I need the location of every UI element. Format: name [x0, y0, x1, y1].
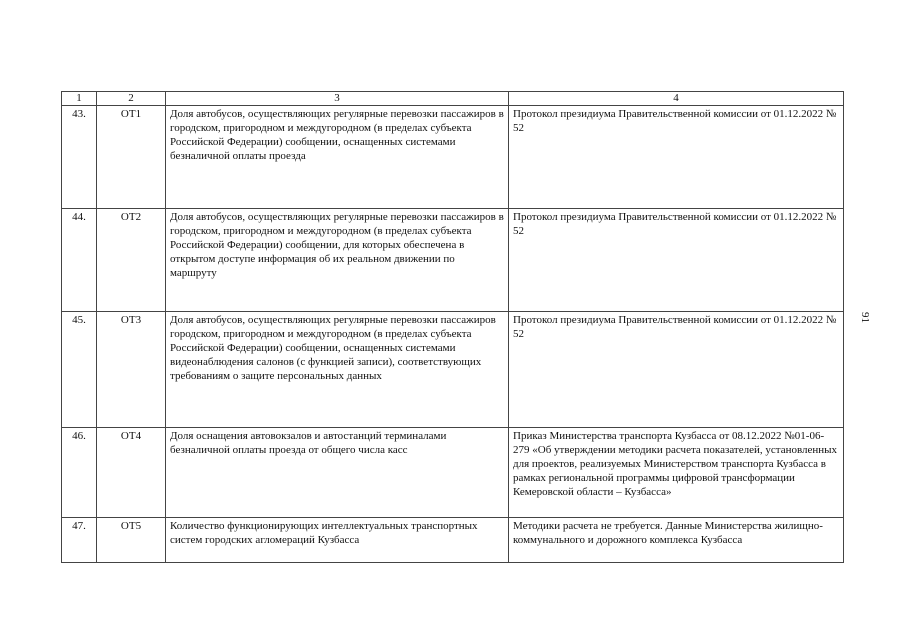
indicator-code: ОТ3	[97, 312, 166, 428]
row-number: 45.	[62, 312, 97, 428]
indicator-code: ОТ4	[97, 428, 166, 518]
indicator-description: Доля автобусов, осуществляющих регулярные перевозки пассажиров в городском, пригородном и междугородном (в пределах субъекта Российской Федерации) сообщении, оснащенных системами безналичной оплаты проезда	[166, 106, 509, 209]
indicator-source: Приказ Министерства транспорта Кузбасса от 08.12.2022 №01-06-279 «Об утверждении методики расчета показателей, установленных для проектов, реализуемых Министерством транспорта Кузбасса в рамках региональной программы цифровой трансформации Кемеровской области – Кузбасса»	[509, 428, 844, 518]
indicator-source: Протокол президиума Правительственной комиссии от 01.12.2022 № 52	[509, 209, 844, 312]
table-row	[62, 106, 844, 209]
indicator-source: Методики расчета не требуется. Данные Министерства жилищно-коммунального и дорожного комплекса Кузбасса	[509, 518, 844, 563]
indicators-table	[61, 91, 844, 563]
row-number: 47.	[62, 518, 97, 563]
row-number: 44.	[62, 209, 97, 312]
indicator-code: ОТ1	[97, 106, 166, 209]
header-col-4: 4	[509, 92, 844, 106]
table-row	[62, 312, 844, 428]
header-col-2: 2	[97, 92, 166, 106]
indicator-description: Количество функционирующих интеллектуальных транспортных систем городских агломераций Кузбасса	[166, 518, 509, 563]
indicator-description: Доля автобусов, осуществляющих регулярные перевозки пассажиров в городском, пригородном и междугородном (в пределах субъекта Российской Федерации) сообщении, для которых обеспечена в открытом доступе информация об их реальном движении по маршруту	[166, 209, 509, 312]
indicator-description: Доля автобусов, осуществляющих регулярные перевозки пассажиров городском, пригородном и междугородном (в пределах субъекта Российской Федерации) сообщении, оснащенных системами видеонаблюдения салонов (с функцией записи), соответствующих требованиям о защите персональных данных	[166, 312, 509, 428]
header-row	[62, 92, 844, 106]
header-col-1: 1	[62, 92, 97, 106]
indicator-code: ОТ2	[97, 209, 166, 312]
table-row	[62, 428, 844, 518]
indicator-description: Доля оснащения автовокзалов и автостанций терминалами безналичной оплаты проезда от общего числа касс	[166, 428, 509, 518]
table-row	[62, 518, 844, 563]
table-row	[62, 209, 844, 312]
indicator-source: Протокол президиума Правительственной комиссии от 01.12.2022 № 52	[509, 312, 844, 428]
row-number: 46.	[62, 428, 97, 518]
row-number: 43.	[62, 106, 97, 209]
indicator-code: ОТ5	[97, 518, 166, 563]
header-col-3: 3	[166, 92, 509, 106]
page-number: 91	[859, 312, 871, 323]
indicator-source: Протокол президиума Правительственной комиссии от 01.12.2022 № 52	[509, 106, 844, 209]
